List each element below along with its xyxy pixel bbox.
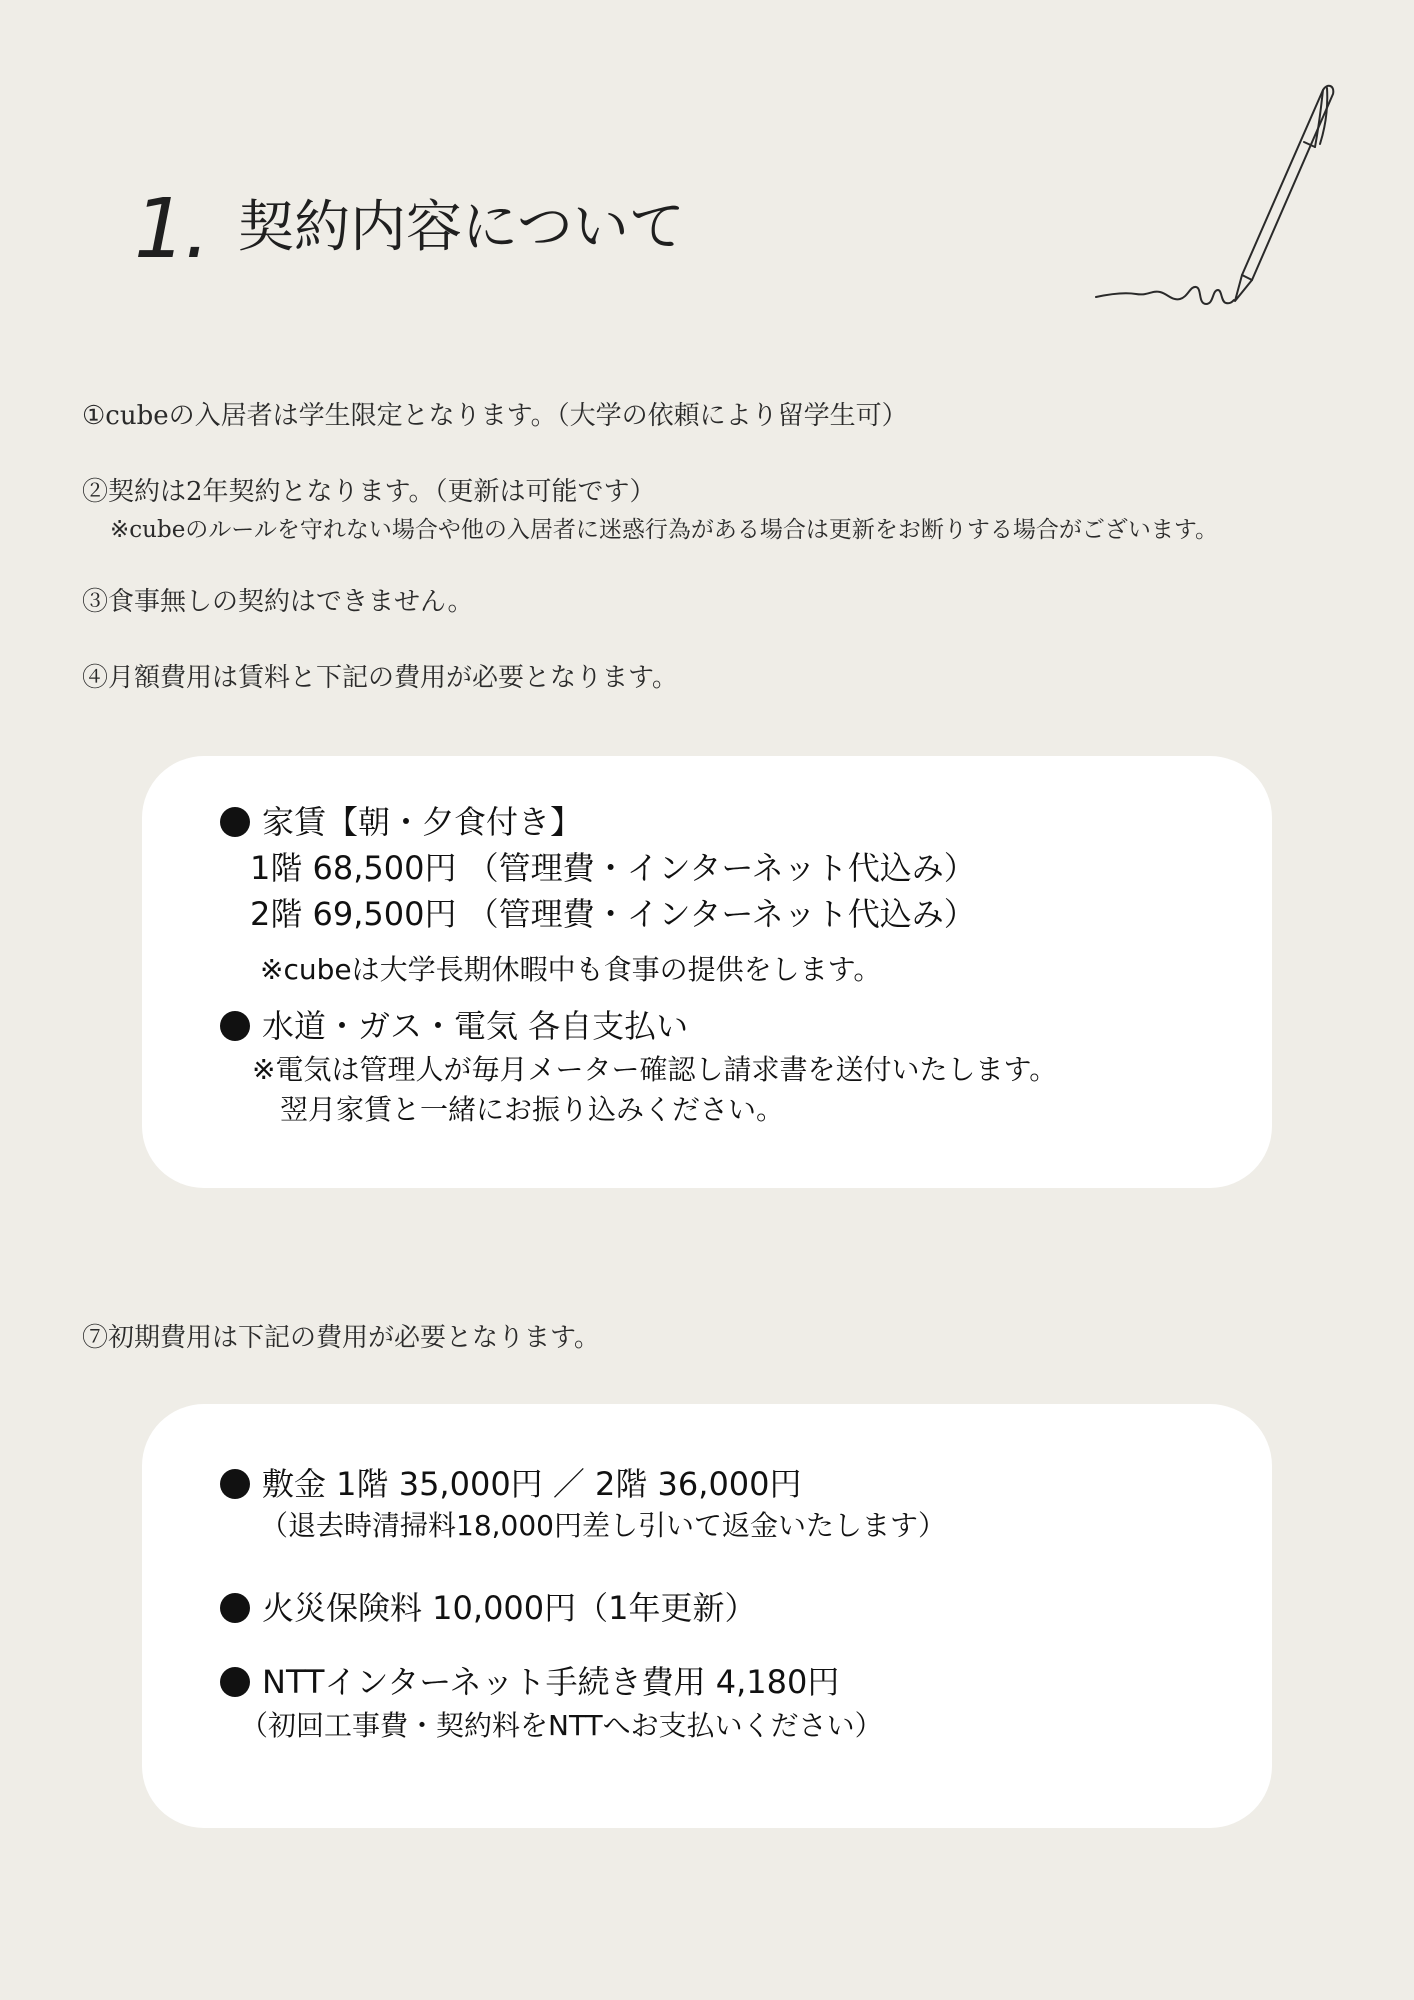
monthly-costs-card — [142, 756, 1272, 1188]
rent-meal-note: ※cubeは大学長期休暇中も食事の提供をします。 — [260, 953, 882, 986]
item-3-meals-required: ③食事無しの契約はできません。 — [82, 587, 474, 617]
item-7-initial-costs: ⑦初期費用は下記の費用が必要となります。 — [82, 1323, 600, 1353]
rent-floor-1: 1階 68,500円 （管理費・インターネット代込み） — [250, 849, 976, 887]
section-number: 1. — [134, 182, 209, 277]
internet-text: NTTインターネット手続き費用 4,180円 — [262, 1663, 840, 1701]
utilities-title-row — [220, 1004, 688, 1048]
internet-note: （初回工事費・契約料をNTTへお支払いください） — [240, 1709, 883, 1742]
rent-floor-2: 2階 69,500円 （管理費・インターネット代込み） — [250, 895, 976, 933]
deposit-note: （退去時清掃料18,000円差し引いて返金いたします） — [260, 1509, 946, 1542]
pen-icon — [1090, 80, 1340, 330]
item-2-contract-term: ②契約は2年契約となります。（更新は可能です） — [82, 477, 656, 507]
insurance-row — [220, 1586, 757, 1630]
bullet-icon — [220, 1469, 250, 1499]
rent-title-row — [220, 800, 582, 844]
bullet-icon — [220, 1011, 250, 1041]
insurance-text: 火災保険料 10,000円（1年更新） — [262, 1589, 757, 1627]
utilities-note-1: ※電気は管理人が毎月メーター確認し請求書を送付いたします。 — [252, 1053, 1058, 1086]
section-title: 契約内容について — [238, 195, 685, 260]
bullet-icon — [220, 1593, 250, 1623]
initial-costs-card — [142, 1404, 1272, 1828]
bullet-icon — [220, 807, 250, 837]
item-4-monthly-costs: ④月額費用は賃料と下記の費用が必要となります。 — [82, 663, 678, 693]
rent-title: 家賃【朝・夕食付き】 — [262, 803, 583, 841]
internet-row — [220, 1660, 839, 1704]
bullet-icon — [220, 1667, 250, 1697]
item-1-student-only: ①cubeの入居者は学生限定となります。（大学の依頼により留学生可） — [82, 401, 908, 431]
utilities-title: 水道・ガス・電気 各自支払い — [262, 1007, 689, 1045]
item-2-renewal-note: ※cubeのルールを守れない場合や他の入居者に迷惑行為がある場合は更新をお断りする場合がございます。 — [110, 517, 1219, 543]
utilities-note-2: 翌月家賃と一緒にお振り込みください。 — [280, 1093, 785, 1126]
deposit-text: 敷金 1階 35,000円 ／ 2階 36,000円 — [262, 1465, 802, 1503]
deposit-row — [220, 1462, 802, 1506]
